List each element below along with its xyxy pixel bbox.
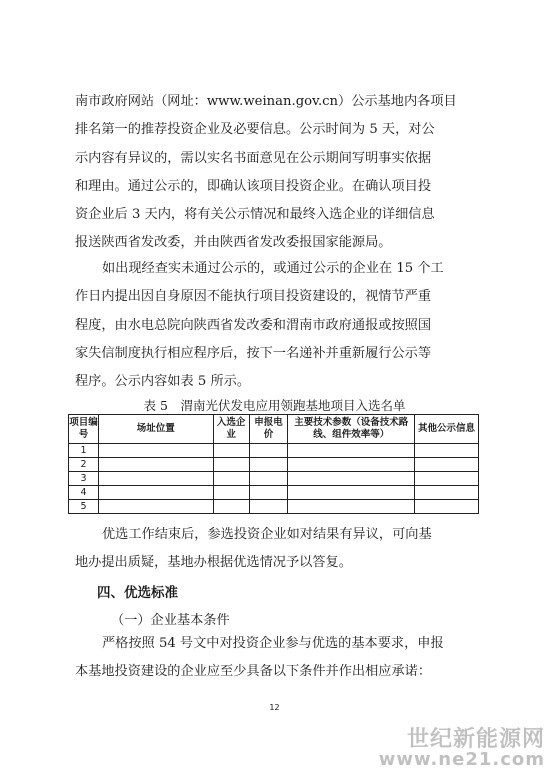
selection-list-table [68, 414, 479, 514]
row-number: 2 [69, 458, 99, 472]
row-number: 3 [69, 472, 99, 486]
text-line: 作日内提出因自身原因不能执行项目投资建设的，视情节严重 [75, 289, 432, 305]
text-line: 资企业后 3 天内，将有关公示情况和最终入选企业的详细信息 [75, 207, 435, 223]
table-row [69, 472, 479, 486]
table-header-row [69, 415, 479, 444]
table-row [69, 458, 479, 472]
table-row [69, 486, 479, 500]
header-technical-parameters: 主要技术参数（设备技术路线、组件效率等） [288, 415, 415, 444]
text-line: 如出现经查实未通过公示的，或通过公示的企业在 15 个工 [102, 261, 444, 276]
text-line: 家失信制度执行相应程序后，按下一名递补并重新履行公示等 [75, 345, 432, 361]
subsection-heading: （一）企业基本条件 [111, 613, 230, 628]
paragraph-publicity [75, 88, 485, 258]
table-row [69, 444, 479, 458]
text-line: 本基地投资建设的企业应至少具备以下条件并作出相应承诺： [75, 664, 432, 680]
header-project-number: 项目编号 [69, 415, 99, 444]
watermark-name: 世纪新能源网 [406, 727, 545, 752]
header-selected-enterprise: 入选企业 [213, 415, 249, 444]
text-line: 南市政府网站（网址：www.weinan.gov.cn）公示基地内各项目 [75, 94, 457, 109]
text-line: 和理由。通过公示的，即确认该项目投资企业。在确认项目投 [75, 178, 432, 194]
text-line: 示内容有异议的，需以实名书面意见在公示期间写明事实依据 [75, 150, 432, 166]
text-line: 报送陕西省发改委，并由陕西省发改委报国家能源局。 [75, 235, 392, 251]
watermark-url: www.ne21.com [378, 749, 545, 771]
table-caption: 表 5 渭南光伏发电应用领跑基地项目入选名单 [143, 398, 406, 413]
section-heading: 四、优选标准 [97, 585, 178, 601]
header-other-info: 其他公示信息 [415, 415, 479, 444]
text-line: 程序。公示内容如表 5 所示。 [75, 374, 251, 390]
text-line: 优选工作结束后，参选投资企业如对结果有异议，可向基 [102, 527, 432, 542]
paragraph-objection [75, 521, 485, 578]
table-row [69, 500, 479, 514]
row-number: 4 [69, 486, 99, 500]
text-line: 地办提出质疑，基地办根据优选情况予以答复。 [75, 555, 352, 571]
text-line: 排名第一的推荐投资企业及必要信息。公示时间为 5 天，对公 [75, 122, 435, 138]
header-declared-price: 申报电价 [249, 415, 288, 444]
text-line: 程度，由水电总院向陕西省发改委和渭南市政府通报或按照国 [75, 317, 432, 333]
site-watermark [379, 728, 545, 770]
page-number: 12 [269, 703, 280, 712]
text-line: 严格按照 54 号文中对投资企业参与优选的基本要求，申报 [102, 636, 444, 651]
header-site-location: 场址位置 [98, 415, 213, 444]
paragraph-replacement [75, 255, 485, 396]
row-number: 5 [69, 500, 99, 514]
paragraph-requirements [75, 630, 485, 687]
row-number: 1 [69, 444, 99, 458]
